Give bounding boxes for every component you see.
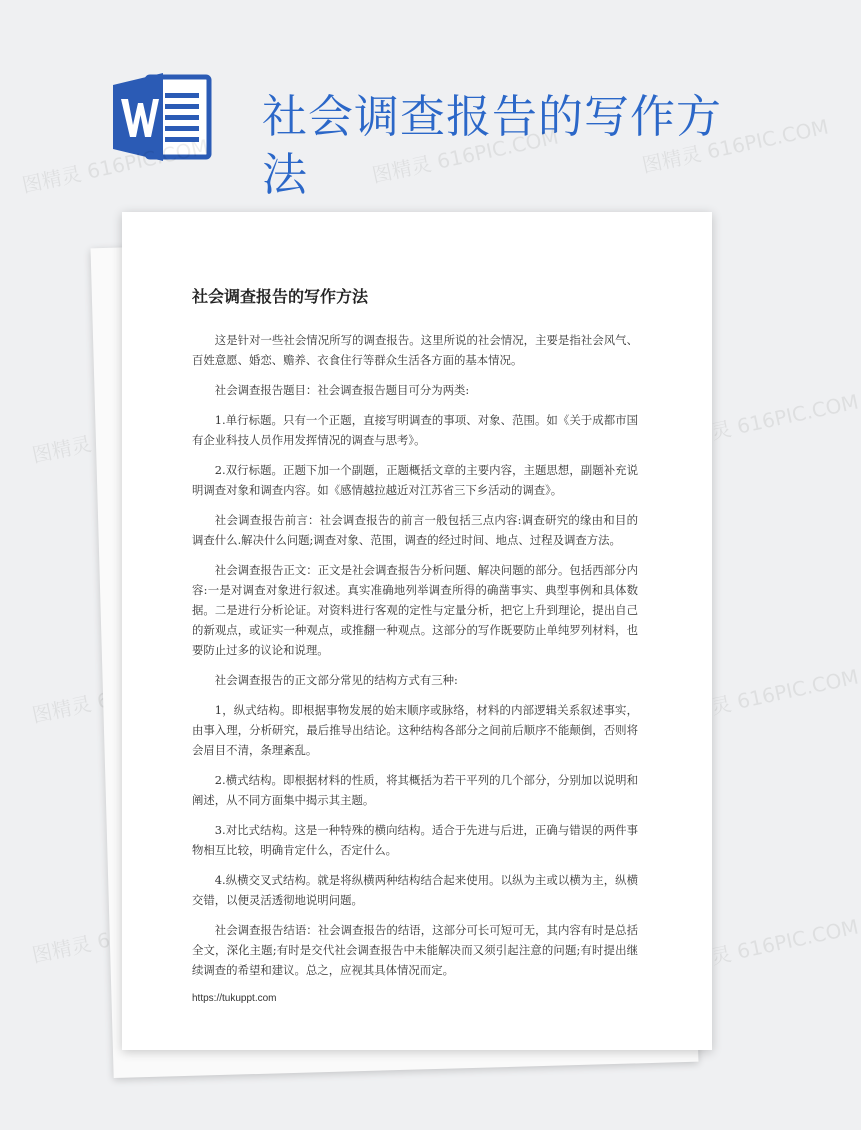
watermark: 图精灵 616PIC.COM [669,914,861,978]
watermark: 图精灵 616PIC.COM [669,389,861,453]
paragraph: 4.纵横交叉式结构。就是将纵横两种结构结合起来使用。以纵为主或以横为主，纵横交错，以便灵活透彻地说明问题。 [192,873,638,907]
watermark: 图精灵 616PIC.COM [369,124,561,188]
paragraph: 社会调查报告正文：正文是社会调查报告分析问题、解决问题的部分。包括西部分内容:一是对调查对象进行叙述。真实准确地列举调查所得的确凿事实、典型事例和具体数据。二是进行分析论证。对资料进行客观的定性与定量分析，把它上升到理论，提出自己的新观点，或证实一种观点，或推翻一种观点。这部分的写作既要防止单纯罗列材料，也要防止过多的议论和说理。 [192,563,638,657]
paragraph: 这是针对一些社会情况所写的调查报告。这里所说的社会情况，主要是指社会风气、百姓意愿、婚恋、赡养、衣食住行等群众生活各方面的基本情况。 [192,333,638,367]
watermark: 图精灵 616PIC.COM [669,664,861,728]
document-heading: 社会调查报告的写作方法 [192,287,369,306]
paragraph: 社会调查报告题目：社会调查报告题目可分为两类: [214,383,470,397]
paragraph: 社会调查报告结语：社会调查报告的结语，这部分可长可短可无，其内容有时是总括全文，深化主题;有时是交代社会调查报告中未能解决而又须引起注意的问题;有时提出继续调查的希望和建议。总之，应视其具体情况而定。 [192,923,638,977]
document-body [192,330,638,990]
paragraph: 2.横式结构。即根据材料的性质，将其概括为若干平列的几个部分，分别加以说明和阐述，从不同方面集中揭示其主题。 [192,773,638,807]
watermark: 图精灵 [29,691,94,728]
word-document-icon [113,73,213,161]
page-title: 社会调查报告的写作方法 [262,90,723,202]
paragraph: 社会调查报告前言：社会调查报告的前言一般包括三点内容:调查研究的缘由和目的调查什么.解决什么问题;调查对象、范围，调查的经过时间、地点、过程及调查方法。 [192,513,638,547]
paragraph: 1，纵式结构。即根据事物发展的始末顺序或脉络，材料的内部逻辑关系叙述事实，由事入理，分析研究，最后推导出结论。这种结构各部分之间前后顺序不能颠倒，否则将会眉目不清，条理紊乱。 [192,703,638,757]
paragraph: 2.双行标题。正题下加一个副题，正题概括文章的主要内容，主题思想，副题补充说明调查对象和调查内容。如《感情越拉越近对江苏省三下乡活动的调查》。 [192,463,638,497]
document-page [122,212,712,1050]
watermark: 图精灵 [29,931,94,968]
watermark: 图精灵 [29,431,94,468]
paragraph: 3.对比式结构。这是一种特殊的横向结构。适合于先进与后进，正确与错误的两件事物相互比较，明确肯定什么，否定什么。 [192,823,638,857]
paragraph: 社会调查报告的正文部分常见的结构方式有三种: [214,673,458,687]
footer-url: https://tukuppt.com [192,993,277,1004]
watermark: 图精灵 616PIC.COM [19,134,211,198]
paragraph: 1.单行标题。只有一个正题，直接写明调查的事项、对象、范围。如《关于成都市国有企业科技人员作用发挥情况的调查与思考》。 [192,413,638,447]
watermark: 图精灵 616PIC.COM [639,114,831,178]
